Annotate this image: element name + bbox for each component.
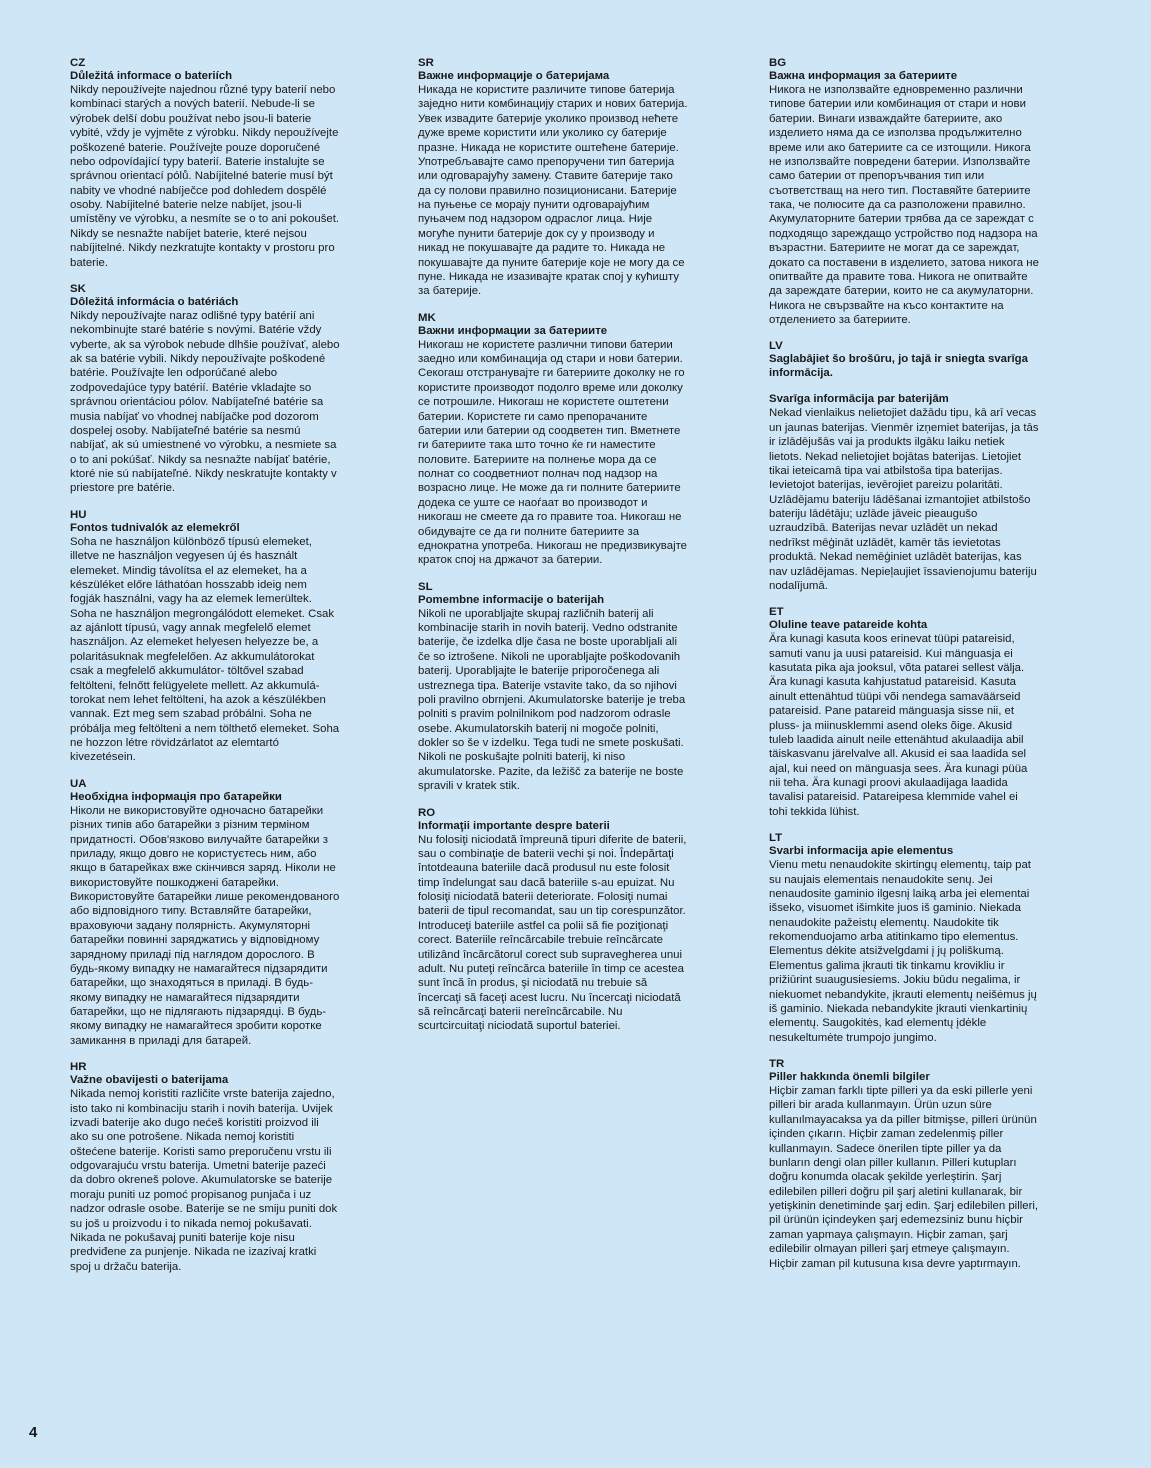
section-body: Hiçbir zaman farklı tipte pilleri ya da eski pillerle yeni pilleri bir arada kullanmayın. Ürün uzun süre kullanılmayacaksa ya da piller bitmişse, pilleri ürünün içinden çıkarın. Hiçbir zaman zedelenmiş piller kullanmayın. Sadece önerilen tipte piller ya da bunların dengi olan piller kullanın. Pilleri kutupları doğru konumda olacak şekilde yerleştirin. Şarj edilebilen pilleri doğru pil şarj aletini kullanarak, bir yetişkinin denetiminde şarj edin. Şarj edilebilen pilleri, pil ürünün içindeyken şarj edemezsiniz bunu hiçbir zaman yapmaya çalışmayın. Hiçbir zaman, şarj edilebilir olmayan pilleri şarj etmeye çalışmayın. Hiçbir zaman pil kutusuna kısa devre yaptırmayın. xyxy=(769,1085,1039,1270)
section-title: Svarbi informacija apie elementus xyxy=(769,845,954,858)
section-ro xyxy=(418,807,688,1034)
section-intro: Saglabājiet šo brošūru, jo tajā ir sniegta svarīga informācija. xyxy=(769,353,1028,380)
language-code: UA xyxy=(70,777,87,790)
section-title: Важне информације о батеријама xyxy=(418,70,610,82)
language-code: BG xyxy=(769,57,787,69)
section-body: Никогаш не користете различни типови батерии заедно или комбинација од стари и нови батерии. Секогаш отстранувајте ги батериите доколку не го користите производот подолго време или доколку се потрошиле. Никогаш не користете оштетени батерии. Користете ги само препорачаните батерии или батерии од соодветен тип. Вметнете ги батериите така што точно ќе ги наместите половите. Батериите на полнење мора да се полнат со соодветниот полнач под надзор на возрасно лице. Не може да ги полните батериите додека се уште се наоѓаат во производот и никогаш не смеете да го правите тоа. Никогаш не обидувајте се да ги полните батериите за еднократна употреба. Никогаш не предизвикувајте краток спој на држачот за батерии. xyxy=(418,338,688,567)
language-code: LV xyxy=(769,340,783,353)
language-code: TR xyxy=(769,1058,785,1070)
section-lv xyxy=(769,340,1039,593)
section-hu xyxy=(70,509,340,765)
section-title: Необхідна інформація про батарейки xyxy=(70,790,282,803)
section-et xyxy=(769,606,1039,819)
section-mk xyxy=(418,312,688,568)
section-title: Pomembne informacije o baterijah xyxy=(418,593,605,606)
language-code: SR xyxy=(418,57,434,69)
language-code: HU xyxy=(70,508,87,521)
language-code: HR xyxy=(70,1061,87,1074)
language-code: RO xyxy=(418,806,436,819)
section-body: Nikoli ne uporabljajte skupaj različnih baterij ali kombinacije starih in novih baterij. Vedno odstranite baterije, če izdelka dlje časa ne boste uporabljali ali če so iztrošene. Nikoli ne uporabljajte poškodovanih baterij. Uporabljajte le baterije priporočenega ali ustreznega tipa. Baterije vstavite tako, da so njihovi poli pravilno obrnjeni. Akumulatorske baterije je treba polniti s pravim polnilnikom pod nadzorom odrasle osebe. Akumulatorskih baterij ni mogoče polniti, dokler so še v izdelku. Tega tudi ne smete poskušati. Nikoli ne poskušajte polniti baterij, ki niso akumulatorske. Pazite, da ležišč za baterije ne boste spravili v kratek stik. xyxy=(418,607,686,793)
section-title: Svarīga informācija par baterijām xyxy=(769,393,949,406)
section-title: Oluline teave patareide kohta xyxy=(769,619,928,632)
section-lt xyxy=(769,832,1039,1045)
section-ua xyxy=(70,778,340,1048)
language-code: CZ xyxy=(70,57,86,69)
section-sk xyxy=(70,283,340,496)
section-hr xyxy=(70,1061,340,1274)
column-3 xyxy=(769,57,1039,1284)
section-tr xyxy=(769,1058,1039,1271)
language-code: MK xyxy=(418,311,436,324)
language-code: SK xyxy=(70,282,86,295)
section-body: Ніколи не використовуйте одночасно батарейки різних типів або батарейки з різним терміном придатності. Обов'язково вилучайте батарейки з приладу, якщо довго не користуєтесь ним, або якщо в батарейках вже скінчився заряд. Ніколи не використовуйте пошкоджені батарейки. Використовуйте батарейки лише рекомендованого або відповідного типу. Вставляйте батарейки, враховуючи задану полярність. Акумуляторні батарейки повинні заряджатись у відповідному зарядному приладі під наглядом дорослого. В будь-якому випадку не намагайтеся підзарядити батарейки, що знаходяться в приладі. В будь-якому випадку не намагайтеся підзарядити батарейки, що не підлягають підзарядці. В будь-якому випадку не намагайтеся зробити коротке замикання в приладі для батарей. xyxy=(70,804,340,1047)
section-bg xyxy=(769,57,1039,327)
section-title: Важни информации за батериите xyxy=(418,324,608,337)
column-2 xyxy=(418,57,688,1047)
section-sl xyxy=(418,581,688,794)
section-title: Informaţii importante despre baterii xyxy=(418,819,610,832)
section-title: Fontos tudnivalók az elemekről xyxy=(70,521,240,534)
section-body: Nikada nemoj koristiti različite vrste baterija zajedno, isto tako ni kombinaciju starih i novih baterija. Uvijek izvadi baterije ako dugo nećeš koristiti proizvod ili ako su one potrošene. Nikada nemoj koristiti oštećene baterije. Koristi samo preporučenu vrstu ili odgovarajuću vrstu baterija. Umetni baterije pazeći da dobro okreneš polove. Akumulatorske se baterije moraju puniti uz pomoć propisanog punjača i uz nadzor odrasle osobe. Baterije se ne smiju puniti dok su još u proizvodu i to nikada nemoj pokušavati. Nikada ne pokušavaj puniti baterije koje nisu predviđene za punjenje. Nikada ne izazivaj kratki spoj u držaču baterija. xyxy=(70,1088,338,1273)
section-sr xyxy=(418,57,688,299)
section-cz xyxy=(70,57,340,270)
section-body: Vienu metu nenaudokite skirtingų elementų, taip pat su naujais elementais nenaudokite senų. Jei nenaudosite gaminio ilgesnį laiką arba jei elementai išseko, visuomet išimkite juos iš gaminio. Niekada nenaudokite pažeistų elementų. Naudokite tik rekomenduojamo arba atitinkamo tipo elementus. Elementus dėkite atsižvelgdami į jų poliškumą. Elementus galima įkrauti tik tinkamu krovikliu ir prižiūrint suaugusiesiems. Jokiu būdu negalima, ir niekuomet nebandykite, įkrauti elementų neišėmus jų iš gaminio. Niekada nebandykite įkrauti vienkartinių elementų. Saugokitės, kad elementų įdėkle nesukeltumėte trumpojo jungimo. xyxy=(769,859,1037,1044)
section-body: Никада не користите различите типове батерија заједно нити комбинацију старих и нових батерија. Увек извадите батерије уколико производ нећете дуже време користити или уколико су батерије празне. Никада не користите оштећене батерије. Употребљавајте само препоручени тип батерија или одговарајућу замену. Ставите батерије тако да су полови правилно позиционисани. Батерије на пуњење се морају пунити одговарајућим пуњачем под надзором одраслог лица. Није могуће пунити батерије док су у производу и никад не покушавајте да радите то. Никада не покушавајте да пуните батерије које не могу да се пуне. Никада не изазивајте кратак спој у кућишту за батерије. xyxy=(418,84,688,298)
section-title: Dôležitá informácia o batériách xyxy=(70,295,239,308)
section-body: Soha ne használjon különböző típusú elemeket, illetve ne használjon vegyesen új és használt elemeket. Mindig távolítsa el az elemeket, ha a készüléket előre láthatóan hosszabb ideig nem fogják használni, vagy ha az elemek lemerültek. Soha ne használjon megrongálódott elemeket. Csak az ajánlott típusú, vagy annak megfelelő elemet használjon. Az elemeket helyesen helyezze be, a polaritásuknak megfelelően. Az akkumulátorokat csak a megfelelő akkumulátor- töltővel szabad feltölteni, felnőtt felügyelete mellett. Az akkumulá- torokat nem lehet feltölteni, ha azok a készülékben vannak. Ezt meg sem szabad próbálni. Soha ne próbálja meg feltölteni a nem tölthető elemeket. Soha ne hozzon létre rövidzárlatot az elemtartó kivezetésein. xyxy=(70,535,340,764)
language-code: LT xyxy=(769,832,783,845)
section-title: Važne obavijesti o baterijama xyxy=(70,1074,229,1087)
page-number: 4 xyxy=(29,1424,38,1441)
section-title: Piller hakkında önemli bilgiler xyxy=(769,1071,930,1083)
section-body: Nu folosiţi niciodată împreună tipuri diferite de baterii, sau o combinaţie de baterii vechi şi noi. Îndepărtaţi întotdeauna bateriile dacă produsul nu este folosit timp îndelungat sau dacă bateriile s-au epuizat. Nu folosiţi niciodată baterii deteriorate. Folosiţi numai baterii de tipul recomandat, sau un tip corespunzător. Introduceţi bateriile astfel ca polii să fie poziţionaţi corect. Bateriile reîncărcabile trebuie reîncărcate utilizând încărcătorul corect sub supravegherea unui adult. Nu puteţi reîncărca bateriile în timp ce acestea sunt încă în produs, şi niciodată nu trebuie să încercaţi să faceţi acest lucru. Nu încercaţi niciodată să reîncărcaţi baterii nereîncărcabile. Nu scurtcircuitaţi niciodată suportul bateriei. xyxy=(418,833,687,1033)
section-body: Никога не използвайте едновременно различни типове батерии или комбинация от стари и нови батерии. Винаги изваждайте батериите, ако изделието няма да се използва продължително време или ако батериите са се изтощили. Никога не използвайте повредени батерии. Използвайте само батерии от препоръчвания тип или съответстващ на него тип. Поставяйте батериите така, че полюсите да са разположени правилно. Акумулаторните батерии трябва да се зареждат с подходящо зареждащо устройство под надзора на възрастни. Батериите не могат да се зареждат, докато са поставени в изделието, затова никога не опитвайте да правите това. Никога не опитвайте да зареждате батерии, които не са акумулаторни. Никога не свързвайте на късо контактите на отделението за батериите. xyxy=(769,84,1039,326)
column-1 xyxy=(70,57,340,1287)
section-title: Важна информация за батериите xyxy=(769,70,958,82)
section-body: Ära kunagi kasuta koos erinevat tüüpi patareisid, samuti vanu ja uusi patareisid. Kui mänguasja ei kasutata pika aja jooksul, võta patarei sellest välja. Ära kunagi kasuta kahjustatud patareisid. Kasuta ainult ettenähtud tüüpi või nendega samaväärseid patareisid. Pane patareid mänguasja sisse nii, et pluss- ja miinusklemmi asend oleks õige. Akusid tuleb laadida ainult neile ettenähtud akulaadija abil täiskasvanu järelvalve all. Akusid ei saa laadida sel ajal, kui need on mänguasja sees. Ära kunagi püüa nii teha. Ära kunagi proovi akulaadijaga laadida tavalisi patareisid. Patareipesa klemmide vahel ei tohi tekkida lühist. xyxy=(769,633,1028,818)
language-code: SL xyxy=(418,580,433,593)
language-code: ET xyxy=(769,606,784,619)
section-title: Důležitá informace o bateriích xyxy=(70,70,233,82)
section-body: Nikdy nepoužívajte naraz odlišné typy batérií ani nekombinujte staré batérie s novými. Batérie vždy vyberte, ak sa výrobok nebude dlhšie používať, alebo ak sa batérie vybili. Nikdy nepoužívajte poškodené batérie. Používajte len odporúčané alebo zodpovedajúce typy batérií. Batérie vkladajte so správnou orientáciou pólov. Nabíjateľné batérie sa musia nabíjať vo vhodnej nabíjačke pod dozorom dospelej osoby. Nabíjateľné batérie sa nesmú nabíjať, ak sú umiestnené vo výrobku, a nesmiete sa o to ani pokúšať. Nikdy sa nesnažte nabíjať batérie, ktoré nie sú nabíjateľné. Nikdy neskratujte kontakty v priestore pre batérie. xyxy=(70,309,340,495)
section-body: Nekad vienlaikus nelietojiet dažādu tipu, kā arī vecas un jaunas baterijas. Vienmēr izņemiet baterijas, ja tās ir izlādējušās vai ja produkts ilgāku laiku netiek lietots. Nekad nelietojiet bojātas baterijas. Lietojiet tikai ieteicamā tipa vai atbilstoša tipa baterijas. Ievietojot baterijas, ievērojiet pareizu polaritāti. Uzlādējamu bateriju lādēšanai izmantojiet atbilstošo bateriju lādētāju; uzlāde jāveic pieaugušo uzraudzībā. Baterijas nevar uzlādēt un nekad nedrīkst mēģināt uzlādēt, kamēr tās ievietotas produktā. Nekad nemēģiniet uzlādēt baterijas, kas nav uzlādējamas. Nepieļaujiet īssavienojumu bateriju nodalījumā. xyxy=(769,407,1039,592)
section-body: Nikdy nepoužívejte najednou různé typy baterií nebo kombinaci starých a nových baterií. Nebude-li se výrobek delší dobu používat nebo jsou-li baterie vybité, vždy je vyjměte z výrobku. Nikdy nepoužívejte poškozené baterie. Používejte pouze doporučené nebo odpovídající typy baterií. Baterie instalujte se správnou orientací pólů. Nabíjitelné baterie musí být nabity ve vhodné nabíječce pod dohledem dospělé osoby. Nabíjitelné baterie nelze nabíjet, jsou-li umístěny ve výrobku, a nesmíte se o to ani pokoušet. Nikdy se nesnažte nabíjet baterie, které nejsou nabíjitelné. Nikdy nezkratujte kontakty v prostoru pro baterie. xyxy=(70,84,340,269)
